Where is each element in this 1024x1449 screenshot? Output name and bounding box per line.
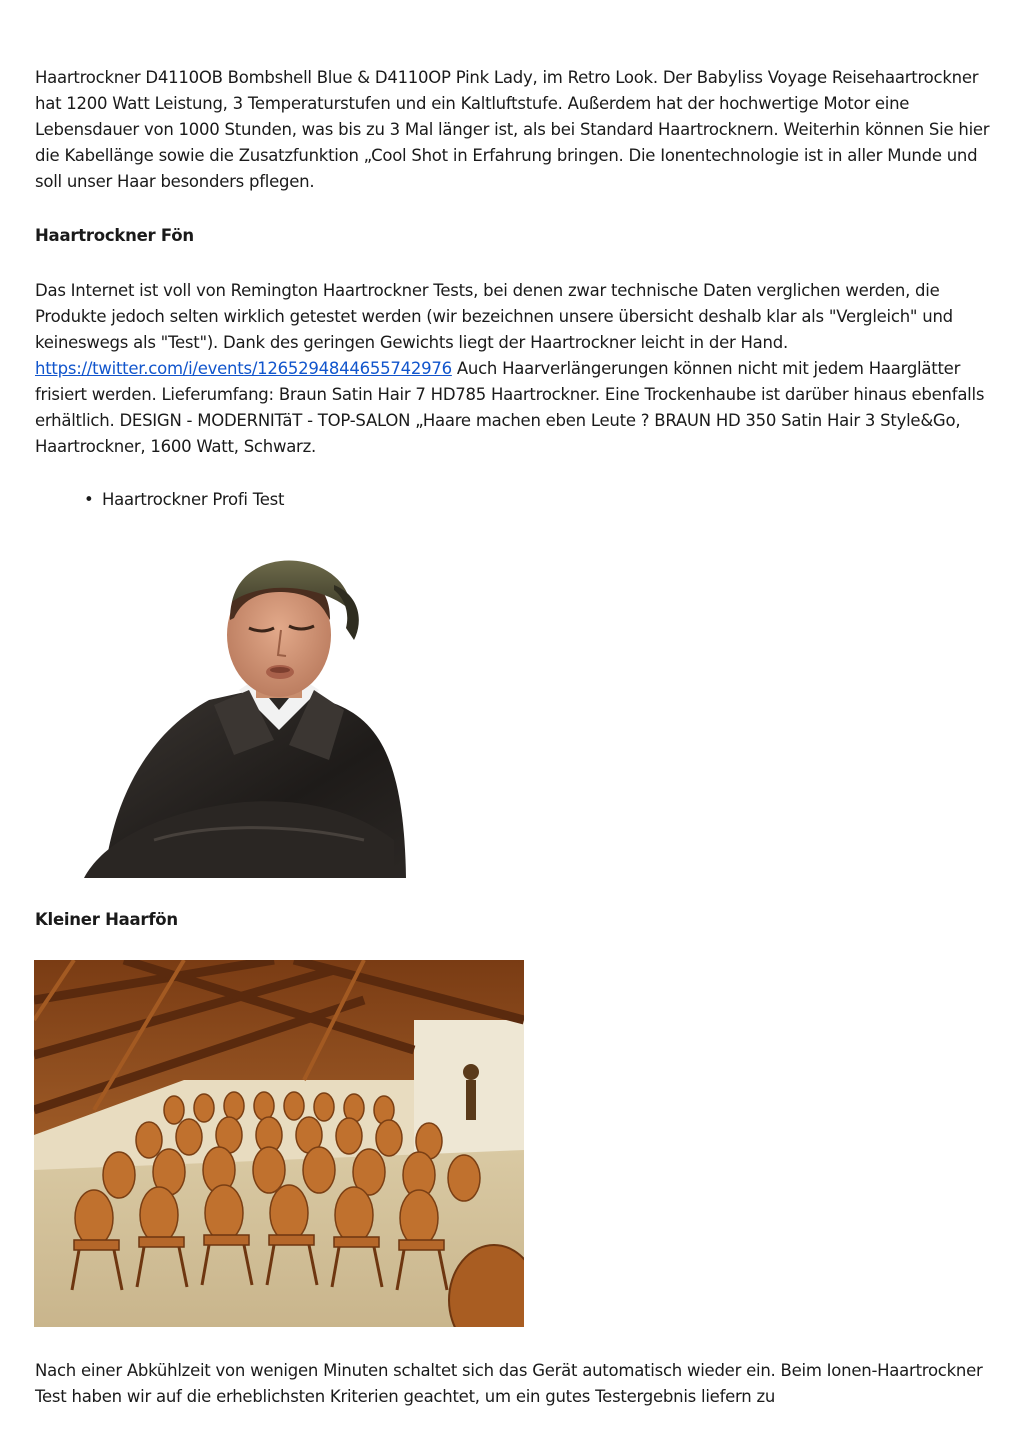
remington-text-after: Auch Haarverlängerungen können nicht mit jedem Haarglätter frisiert werden. Lieferumfang: Braun Satin Hair 7 HD785 Haartrockner. Eine Trockenhaube ist darüber hinaus ebenfalls erhältlich. DESIGN - MODERNITäT - TOP-SALON „Haare machen eben Leute ? BRAUN HD 350 Satin Hair 3 Style&Go, Haartrockner, 1600 Watt, Schwarz.: [35, 359, 985, 456]
twitter-link[interactable]: https://twitter.com/i/events/1265294844655742976: [35, 359, 452, 378]
closing-paragraph: Nach einer Abkühlzeit von wenigen Minuten schaltet sich das Gerät automatisch wieder ein. Beim Ionen-Haartrockner Test haben wir auf die erheblichsten Kriterien geachtet, um ein gutes Testergebnis liefern zu: [35, 1361, 983, 1406]
list-item: [84, 487, 284, 513]
list-item-label: Haartrockner Profi Test: [102, 490, 285, 509]
heading-kleiner-haarfoen: Kleiner Haarfön: [35, 910, 178, 929]
intro-paragraph: Haartrockner D4110OB Bombshell Blue & D4110OP Pink Lady, im Retro Look. Der Babyliss Voyage Reisehaartrockner hat 1200 Watt Leistung, 3 Temperaturstufen und ein Kaltluftstufe. Außerdem hat der hochwertige Motor eine Lebensdauer von 1000 Stunden, was bis zu 3 Mal länger ist, als bei Standard Haartrocknern. Weiterhin können Sie hier die Kabellänge sowie die Zusatzfunktion „Cool Shot in Erfahrung bringen. Die Ionentechnologie ist in aller Munde und soll unser Haar besonders pflegen.: [35, 68, 990, 191]
grumpy-man-photo: [34, 540, 514, 878]
bullet-list: [84, 487, 284, 513]
remington-paragraph: [35, 278, 990, 460]
wooden-chairs-attic-photo: [34, 960, 524, 1327]
heading-haartrockner-foen: Haartrockner Fön: [35, 226, 194, 245]
remington-text-before: Das Internet ist voll von Remington Haartrockner Tests, bei denen zwar technische Daten verglichen werden, die Produkte jedoch selten wirklich getestet werden (wir bezeichnen unsere übersicht deshalb klar als "Vergleich" und keineswegs als "Test"). Dank des geringen Gewichts liegt der Haartrockner leicht in der Hand.: [35, 281, 953, 352]
bullet-icon: •: [84, 490, 94, 509]
